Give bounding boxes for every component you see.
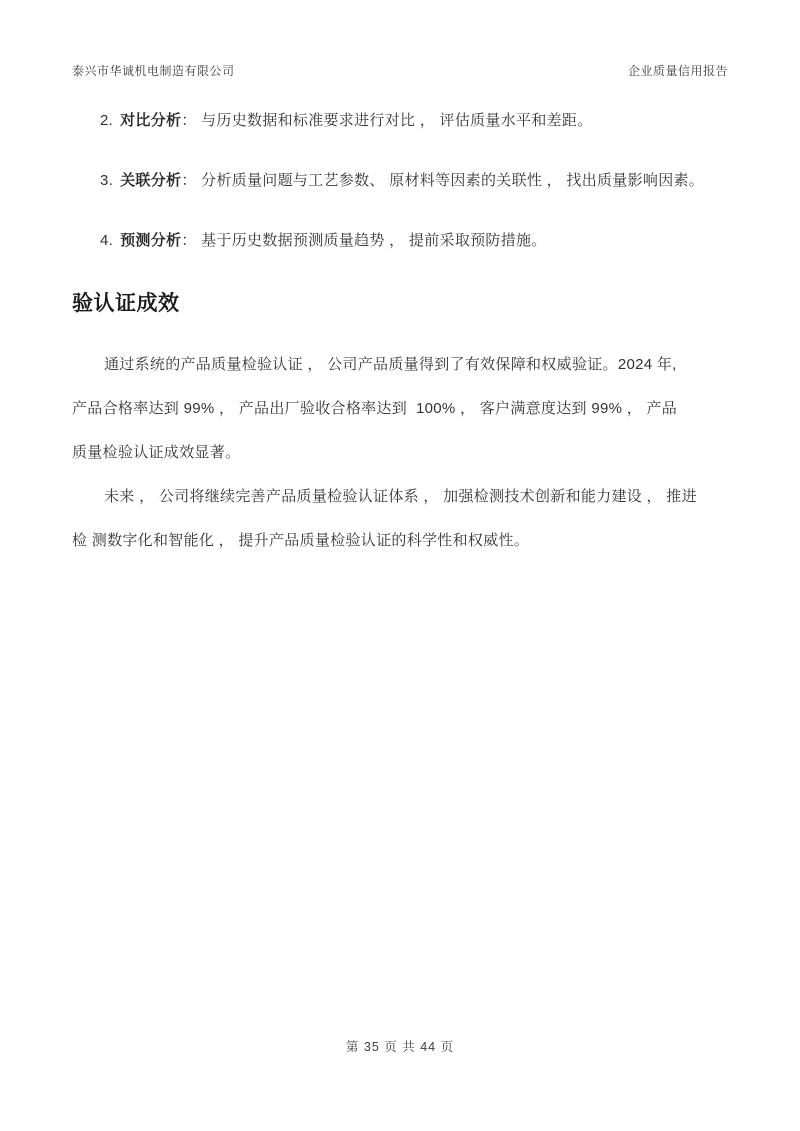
list-item-correlation-analysis	[72, 171, 728, 190]
list-item-number: 2.	[100, 112, 114, 129]
analysis-list	[72, 111, 728, 250]
paragraph-line: 质量检验认证成效显著。	[72, 444, 241, 461]
header-report-title: 企业质量信用报告	[627, 64, 728, 78]
section-body	[72, 343, 728, 563]
paragraph-line: 通过系统的产品质量检验认证 ， 公司产品质量得到了有效保障和权威验证。2024 年,	[104, 356, 677, 373]
list-item-number: 3.	[100, 172, 114, 189]
page-header	[72, 62, 728, 79]
list-item-label: 对比分析	[120, 112, 182, 129]
list-item-comparison-analysis	[72, 111, 728, 130]
list-item-label: 预测分析	[120, 232, 182, 249]
list-item-text: ： 与历史数据和标准要求进行对比 ， 评估质量水平和差距。	[181, 112, 593, 129]
paragraph-line: 检 测数字化和智能化 ， 提升产品质量检验认证的科学性和权威性。	[72, 532, 530, 549]
paragraph-line: 产品合格率达到 99% ， 产品出厂验收合格率达到 100% ， 客户满意度达到 99% ， 产品	[72, 400, 678, 417]
list-item-prediction-analysis	[72, 231, 728, 250]
section-heading: 验认证成效	[72, 292, 180, 315]
paragraph-line: 未来 ， 公司将继续完善产品质量检验认证体系 ， 加强检测技术创新和能力建设 ， 推进	[104, 488, 697, 505]
paragraph-future-plans	[72, 475, 728, 563]
list-item-text: ： 分析质量问题与工艺参数、 原材料等因素的关联性 ， 找出质量影响因素。	[181, 172, 705, 189]
list-item-label: 关联分析	[120, 172, 182, 189]
paragraph-certification-results	[72, 343, 728, 475]
header-company-name: 泰兴市华诚机电制造有限公司	[72, 64, 235, 78]
page-footer	[0, 1037, 800, 1055]
list-item-text: ： 基于历史数据预测质量趋势 ， 提前采取预防措施。	[181, 232, 547, 249]
page-number-indicator: 第 35 页 共 44 页	[345, 1040, 455, 1054]
list-item-number: 4.	[100, 232, 114, 249]
